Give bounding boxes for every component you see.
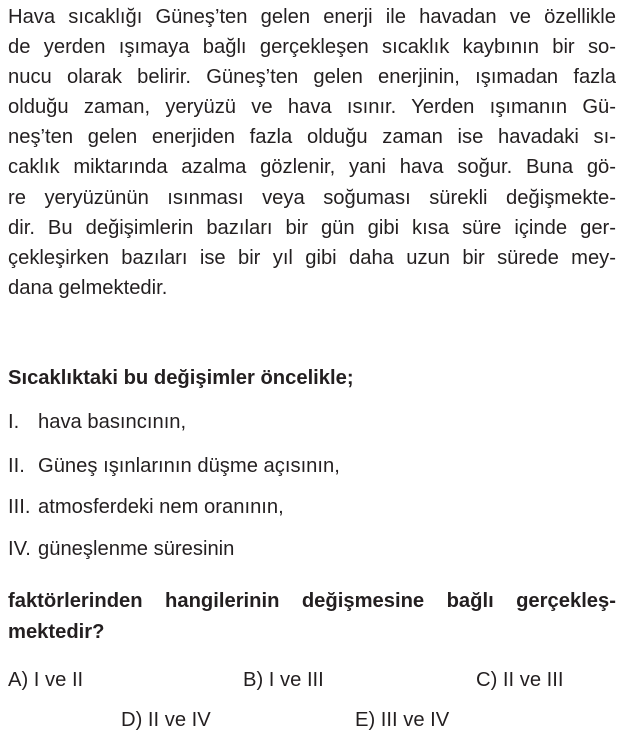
item-text: hava basıncının, xyxy=(38,411,187,433)
passage-line: çekleşirken bazıları ise bir yıl gibi daha uzun bir sürede mey- xyxy=(8,246,616,269)
question-ending-line: mektedir? xyxy=(8,621,105,643)
item-text: güneşlenme süresinin xyxy=(38,538,235,560)
item-number: II. xyxy=(8,455,25,477)
option-b[interactable]: B) I ve III xyxy=(243,669,324,691)
question-ending-line: faktörlerinden hangilerinin değişmesine bağlı gerçekleş- xyxy=(8,590,616,612)
item-number: III. xyxy=(8,496,31,518)
passage-line: olduğu zaman, yeryüzü ve hava ısınır. Yerden ışımanın Gü- xyxy=(8,96,616,119)
option-e[interactable]: E) III ve IV xyxy=(355,709,450,731)
item-text: Güneş ışınlarının düşme açısının, xyxy=(38,455,340,477)
passage-line: dir. Bu değişimlerin bazıları bir gün gibi kısa süre içinde ger- xyxy=(8,216,616,239)
item-number: IV. xyxy=(8,538,31,560)
passage-line: caklık miktarında azalma gözlenir, yani hava soğur. Buna gö- xyxy=(8,156,616,179)
option-d[interactable]: D) II ve IV xyxy=(121,709,211,731)
item-number: I. xyxy=(8,411,20,433)
passage-line: dana gelmektedir. xyxy=(8,276,168,299)
list-item xyxy=(8,454,340,478)
passage-line: de yerden ışımaya bağlı gerçekleşen sıcaklık kaybının bir so- xyxy=(8,36,616,59)
list-item xyxy=(8,410,186,434)
question-ending xyxy=(8,586,616,648)
passage-line: re yeryüzünün ısınması veya soğuması sürekli değişmekte- xyxy=(8,186,616,209)
list-item xyxy=(8,537,234,561)
question-stem: Sıcaklıktaki bu değişimler öncelikle; xyxy=(8,367,354,389)
list-item xyxy=(8,495,284,519)
option-a[interactable]: A) I ve II xyxy=(8,669,84,691)
passage-line: neş’ten gelen enerjiden fazla olduğu zaman ise havadaki sı- xyxy=(8,126,616,149)
passage-line: nucu olarak belirir. Güneş’ten gelen enerjinin, ışımadan fazla xyxy=(8,66,616,89)
passage-line: Hava sıcaklığı Güneş’ten gelen enerji ile havadan ve özellikle xyxy=(8,6,616,28)
item-text: atmosferdeki nem oranının, xyxy=(38,496,284,518)
passage-text xyxy=(8,2,616,303)
option-c[interactable]: C) II ve III xyxy=(476,669,564,691)
